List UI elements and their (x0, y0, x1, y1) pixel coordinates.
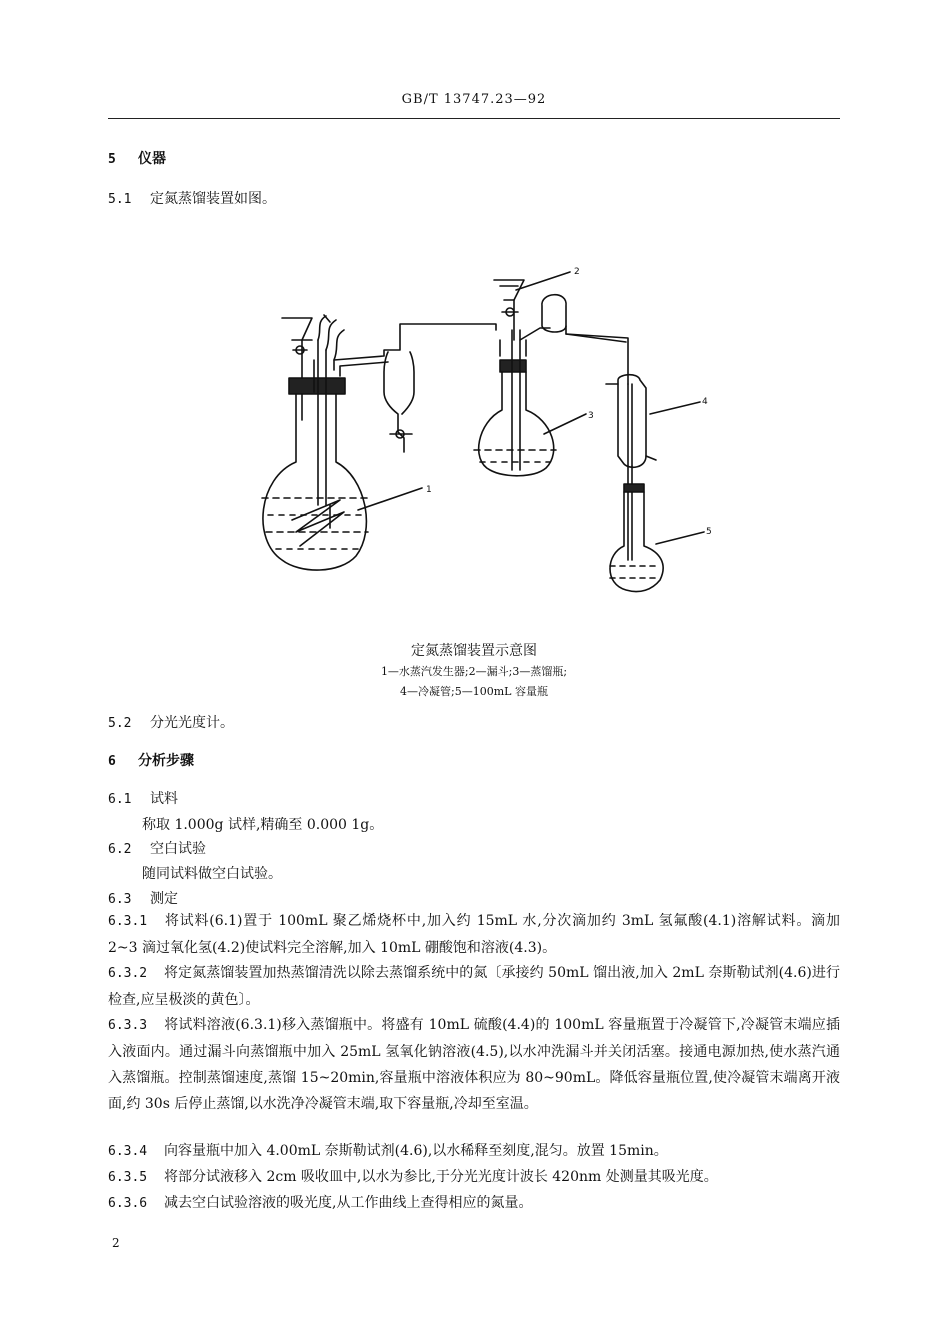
section-5-2 (108, 712, 234, 732)
section-number: 5.1 (108, 192, 132, 207)
section-6-3-6 (108, 1190, 840, 1217)
section-title: 仪器 (138, 151, 166, 167)
label-4: 4 (702, 397, 708, 407)
caption-legend-line-1: 1—水蒸汽发生器;2—漏斗;3—蒸馏瓶; (380, 665, 568, 678)
section-number: 6.3.1 (108, 914, 148, 929)
section-number: 6 (108, 754, 116, 769)
section-6-heading (108, 750, 194, 770)
section-text: 定氮蒸馏装置如图。 (150, 191, 276, 207)
section-6-2-text: 随同试料做空白试验。 (142, 866, 282, 882)
section-6-1 (108, 788, 178, 808)
section-text: 将部分试液移入 2cm 吸收皿中,以水为参比,于分光光度计波长 420nm 处测量其吸光度。 (164, 1169, 718, 1185)
label-1: 1 (426, 485, 432, 495)
section-number: 6.3.6 (108, 1196, 148, 1211)
section-title: 空白试验 (150, 841, 206, 857)
section-6-2 (108, 838, 206, 858)
section-text: 减去空白试验溶液的吸光度,从工作曲线上查得相应的氮量。 (164, 1195, 533, 1211)
section-6-3-5 (108, 1164, 840, 1191)
section-number: 5 (108, 152, 116, 167)
section-number: 6.3 (108, 892, 132, 907)
page-number: 2 (112, 1236, 120, 1250)
section-number: 6.3.2 (108, 966, 148, 981)
section-number: 6.2 (108, 842, 132, 857)
caption-title: 定氮蒸馏装置示意图 (411, 643, 537, 659)
section-6-3-1 (108, 908, 840, 961)
page-header: GB/T 13747.23—92 (401, 92, 547, 107)
label-5: 5 (706, 527, 712, 537)
section-text: 向容量瓶中加入 4.00mL 奈斯勒试剂(4.6),以水稀释至刻度,混匀。放置 15min。 (164, 1143, 668, 1159)
section-number: 6.3.3 (108, 1018, 148, 1033)
section-text: 分光光度计。 (150, 715, 234, 731)
section-text: 将定氮蒸馏装置加热蒸馏清洗以除去蒸馏系统中的氮〔承接约 50mL 馏出液,加入 2mL 奈斯勒试剂(4.6)进行检查,应呈极淡的黄色〕。 (108, 965, 840, 1008)
figure-caption (108, 640, 840, 702)
section-number: 6.3.4 (108, 1144, 148, 1159)
steam-generator-flask (262, 315, 370, 570)
section-6-3-2 (108, 960, 840, 1013)
section-6-3-3 (108, 1012, 840, 1117)
condenser (606, 375, 656, 560)
section-6-3-4 (108, 1138, 840, 1165)
section-title: 分析步骤 (138, 753, 194, 769)
section-number: 5.2 (108, 716, 132, 731)
caption-legend-line-2: 4—冷凝管;5—100mL 容量瓶 (400, 685, 548, 698)
section-number: 6.1 (108, 792, 132, 807)
section-title: 试料 (150, 791, 178, 807)
section-text: 将试料溶液(6.3.1)移入蒸馏瓶中。将盛有 10mL 硫酸(4.4)的 100mL 容量瓶置于冷凝管下,冷凝管末端应插入液面内。通过漏斗向蒸馏瓶中加入 25mL 氢氧化钠溶液(4.5),以水冲洗漏斗并关闭活塞。接通电源加热,使水蒸汽通入蒸馏瓶。控制蒸馏速度,蒸馏 15~20min,容量瓶中溶液体积应为 80~90mL。降低容量瓶位置,使冷凝管末端离开液面,约 30s 后停止蒸馏,以水洗净冷凝管末端,取下容量瓶,冷却至室温。 (108, 1017, 840, 1112)
label-2: 2 (574, 267, 580, 277)
section-6-1-text: 称取 1.000g 试样,精确至 0.000 1g。 (142, 817, 384, 833)
distillation-apparatus-diagram (0, 0, 950, 640)
section-title: 测定 (150, 891, 178, 907)
section-6-3 (108, 888, 178, 908)
steam-trap (384, 352, 414, 452)
label-3: 3 (588, 411, 594, 421)
distillation-flask (474, 328, 556, 476)
section-text: 将试料(6.1)置于 100mL 聚乙烯烧杯中,加入约 15mL 水,分次滴加约 3mL 氢氟酸(4.1)溶解试料。滴加 2~3 滴过氧化氢(4.2)使试料完全溶解,加入 10mL 硼酸饱和溶液(4.3)。 (108, 913, 840, 956)
section-number: 6.3.5 (108, 1170, 148, 1185)
volumetric-flask (610, 484, 663, 592)
splash-head (542, 295, 628, 384)
